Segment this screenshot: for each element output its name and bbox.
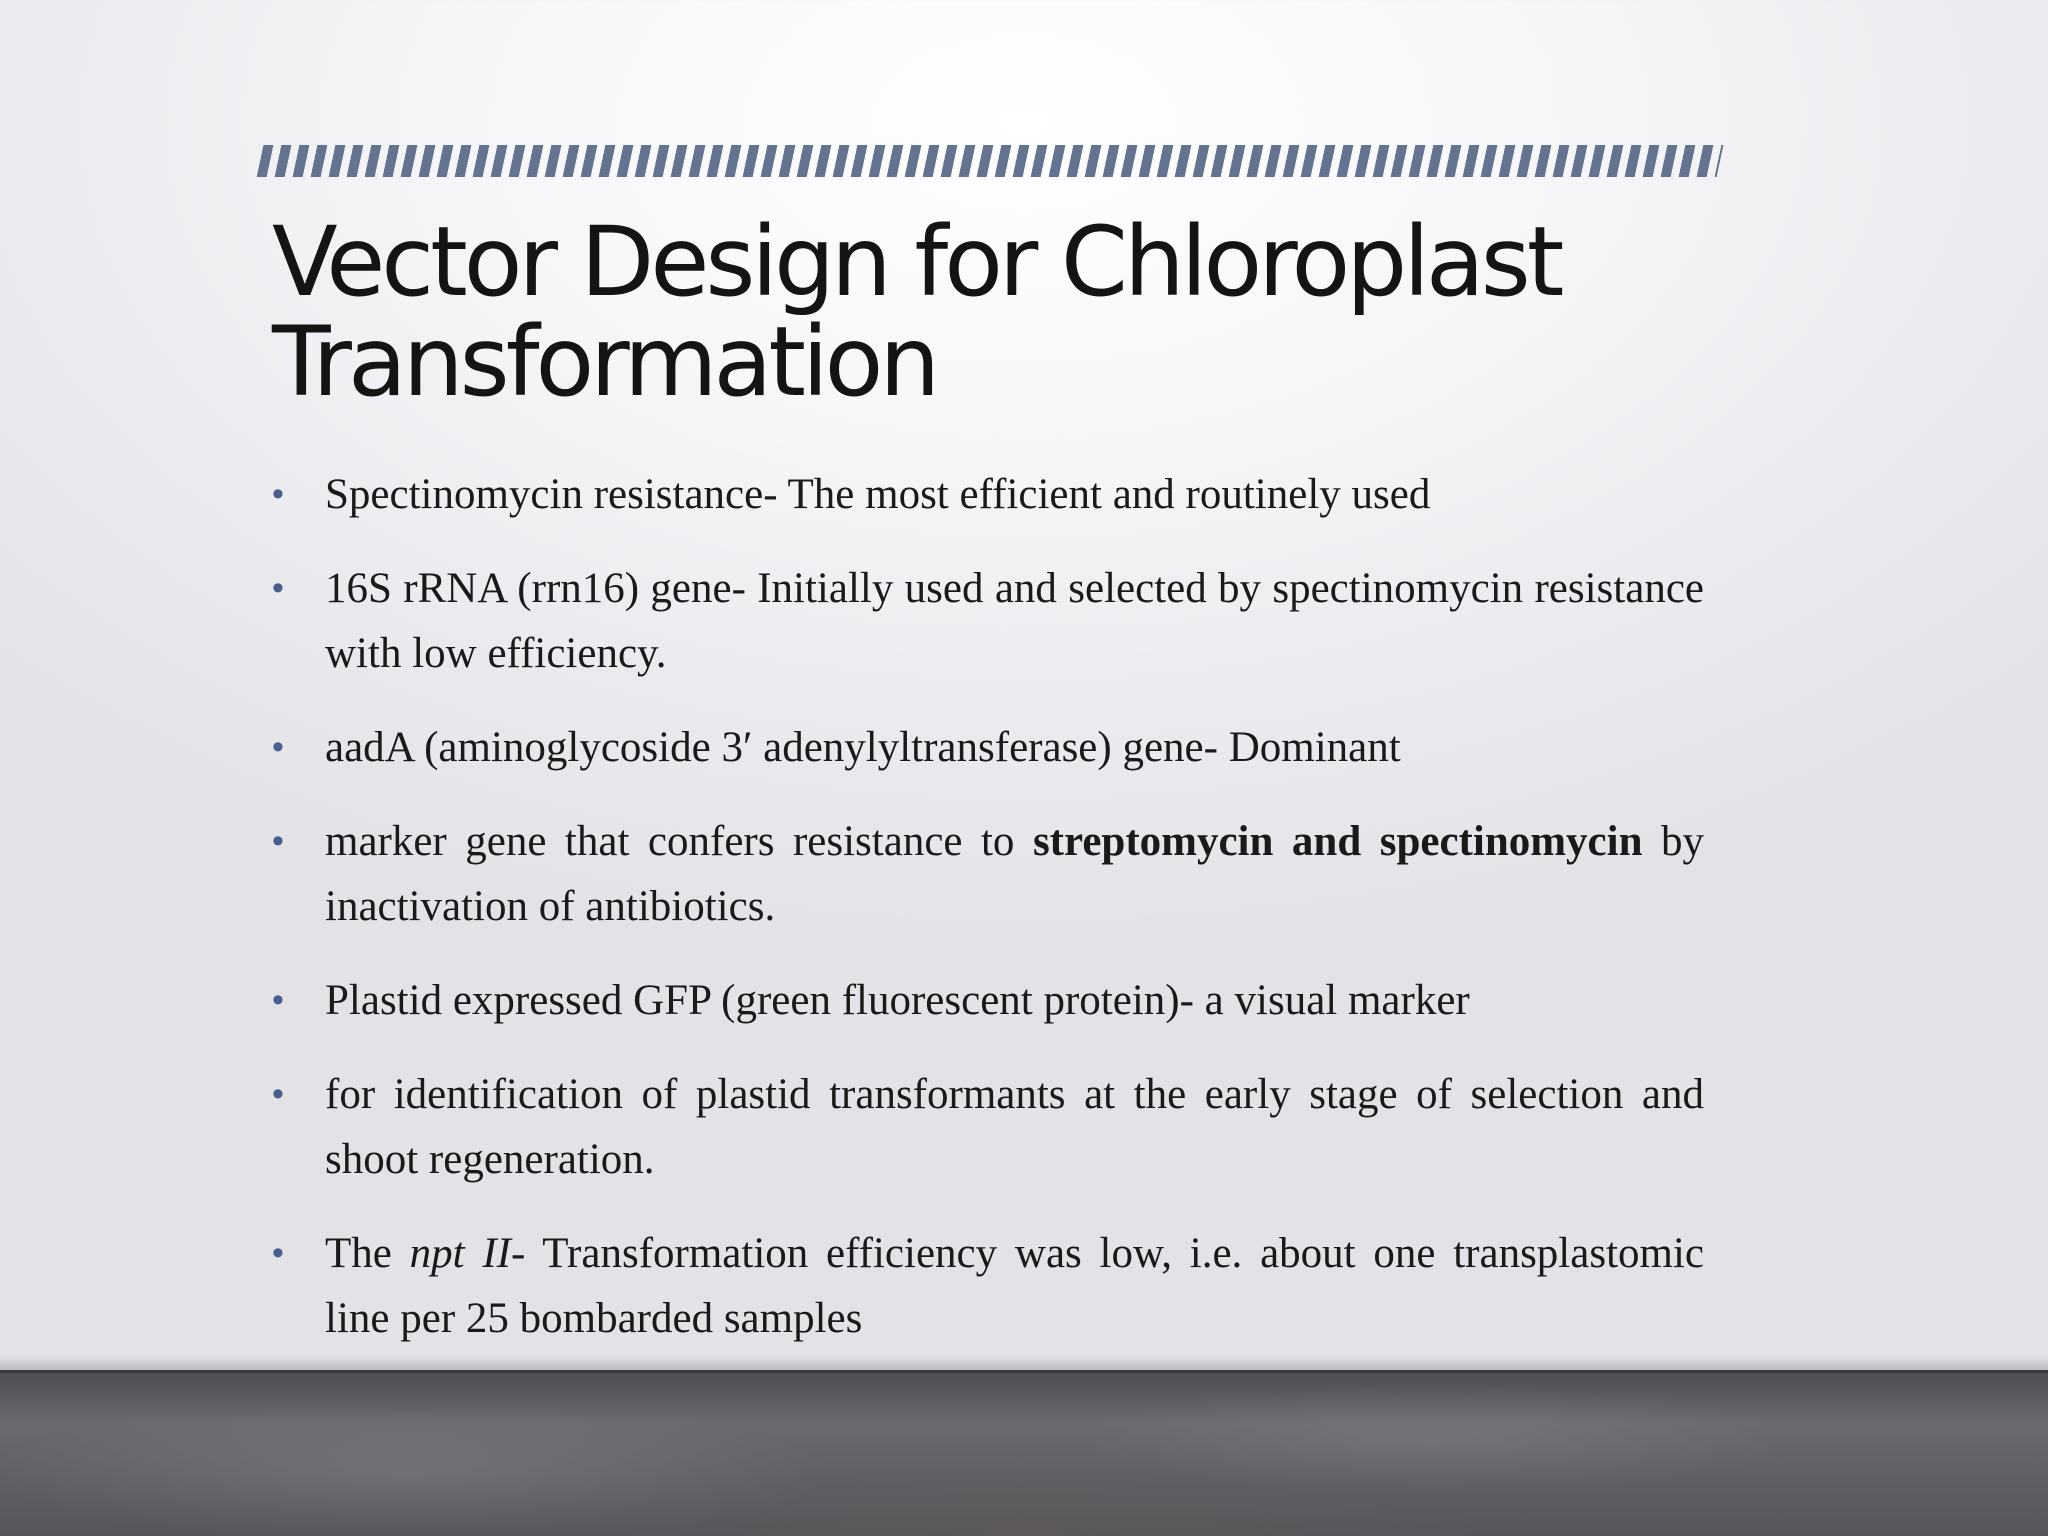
- bullet-icon: •: [272, 1075, 284, 1113]
- decorative-stripe-bar: [257, 145, 1724, 177]
- bullet-list: [272, 462, 1704, 1351]
- bullet-text-after: by inactivation of antibiotics.: [325, 818, 1705, 930]
- bullet-icon: •: [272, 569, 284, 607]
- bullet-text: aadA (aminoglycoside 3′ adenylyltransferase) gene- Dominant: [325, 724, 1401, 771]
- slide-title: Vector Design for Chloroplast Transformation: [272, 206, 1561, 418]
- bullet-text-before: The: [325, 1230, 410, 1277]
- bullet-icon: •: [272, 822, 284, 860]
- bullet-item: [272, 556, 1704, 686]
- bullet-icon: •: [272, 728, 284, 766]
- bullet-text-italic: npt II-: [409, 1230, 526, 1277]
- bullet-text-after: Transformation efficiency was low, i.e. about one transplastomic line per 25 bombarded samples: [325, 1230, 1704, 1342]
- bullet-item: [272, 715, 1704, 780]
- bullet-icon: •: [272, 981, 284, 1019]
- bullet-icon: •: [272, 475, 284, 513]
- floor-shadow: [0, 1355, 2048, 1371]
- bullet-item: [272, 809, 1704, 939]
- floor-texture: [0, 1370, 2048, 1536]
- bullet-icon: •: [272, 1234, 284, 1272]
- bullet-text: 16S rRNA (rrn16) gene- Initially used and selected by spectinomycin resistance with low efficiency.: [325, 565, 1704, 677]
- bullet-text-bold: streptomycin and spectinomycin: [1032, 818, 1643, 865]
- bullet-item: [272, 968, 1704, 1033]
- bullet-text: Plastid expressed GFP (green fluorescent protein)- a visual marker: [325, 977, 1470, 1024]
- bullet-text: for identification of plastid transformants at the early stage of selection and shoot regeneration.: [325, 1071, 1704, 1183]
- bullet-text: Spectinomycin resistance- The most efficient and routinely used: [325, 471, 1431, 518]
- bullet-item: [272, 462, 1704, 527]
- bullet-text-before: marker gene that confers resistance to: [325, 818, 1033, 865]
- bullet-item: [272, 1221, 1704, 1351]
- bullet-item: [272, 1062, 1704, 1192]
